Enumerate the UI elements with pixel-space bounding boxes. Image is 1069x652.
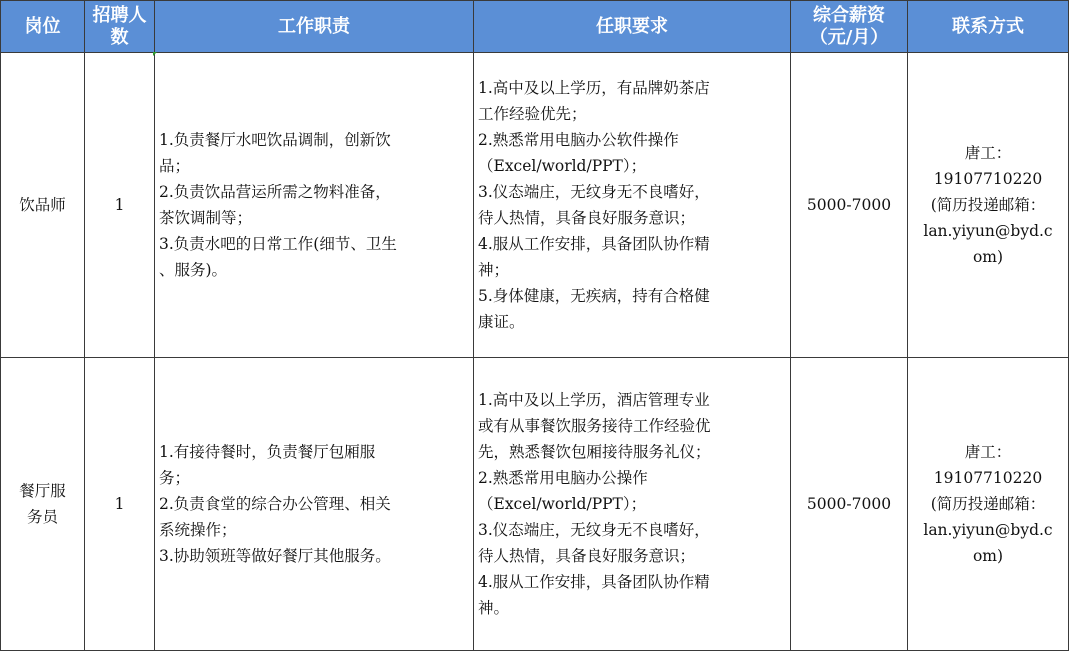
requirement-line: 神。: [478, 599, 510, 617]
contact-cell: [908, 358, 1069, 651]
header-salary-line2: （元/月）: [809, 26, 889, 48]
requirement-line: （Excel/world/PPT）；: [478, 157, 647, 175]
duty-line: 3.负责水吧的日常工作(细节、卫生: [159, 235, 397, 253]
cell-comment-marker-icon: [153, 52, 157, 56]
requirement-line: 康证。: [478, 313, 525, 331]
header-salary-line1: 综合薪资: [813, 4, 885, 26]
contact-email[interactable]: lan.yiyun@byd.c: [923, 521, 1053, 539]
position-name-line1: 餐厅服: [19, 482, 66, 500]
duty-line: 3.协助领班等做好餐厅其他服务。: [159, 547, 391, 565]
requirement-line: 2.熟悉常用电脑办公软件操作: [478, 131, 679, 149]
contact-email[interactable]: lan.yiyun@byd.c: [923, 222, 1053, 240]
header-headcount-line2: 数: [110, 26, 129, 48]
headcount-cell: 1: [85, 358, 155, 651]
duty-line: 1.有接待餐时，负责餐厅包厢服: [159, 443, 376, 461]
requirement-line: 1.高中及以上学历，有品牌奶茶店: [478, 79, 710, 97]
requirement-line: 先，熟悉餐饮包厢接待服务礼仪；: [478, 443, 711, 461]
duties-cell: [155, 53, 474, 358]
duty-line: 2.负责饮品营运所需之物料准备，: [159, 183, 391, 201]
duty-line: 、服务)。: [159, 261, 228, 279]
header-row: [1, 1, 1069, 53]
requirement-line: 3.仪态端庄，无纹身无不良嗜好，: [478, 521, 710, 539]
headcount-cell: 1: [85, 53, 155, 358]
contact-email-label: (简历投递邮箱：: [930, 495, 1046, 513]
contact-email-end: om): [972, 547, 1004, 565]
salary-cell: 5000-7000: [791, 358, 908, 651]
duty-line: 务；: [159, 469, 191, 487]
position-name: 饮品师: [19, 196, 66, 214]
header-duties: 工作职责: [155, 1, 474, 53]
requirement-line: 1.高中及以上学历，酒店管理专业: [478, 391, 710, 409]
table-row: [1, 53, 1069, 358]
header-headcount: [85, 1, 155, 53]
requirement-line: 5.身体健康，无疾病，持有合格健: [478, 287, 710, 305]
requirement-line: 2.熟悉常用电脑办公操作: [478, 469, 648, 487]
duty-line: 茶饮调制等；: [159, 209, 253, 227]
position-cell: [1, 358, 85, 651]
contact-email-label: (简历投递邮箱：: [930, 196, 1046, 214]
requirement-line: 神；: [478, 261, 510, 279]
requirements-cell: [474, 358, 791, 651]
requirement-line: 4.服从工作安排，具备团队协作精: [478, 573, 710, 591]
table-row: [1, 358, 1069, 651]
contact-phone[interactable]: 19107710220: [933, 469, 1043, 487]
duty-line: 品；: [159, 157, 191, 175]
duties-cell: [155, 358, 474, 651]
contact-email-end: om): [972, 248, 1004, 266]
requirements-cell: [474, 53, 791, 358]
header-contact: 联系方式: [908, 1, 1069, 53]
duty-line: 系统操作；: [159, 521, 237, 539]
requirement-line: 3.仪态端庄，无纹身无不良嗜好，: [478, 183, 710, 201]
salary-cell: 5000-7000: [791, 53, 908, 358]
contact-phone[interactable]: 19107710220: [933, 170, 1043, 188]
contact-name: 唐工：: [964, 443, 1012, 461]
header-requirements: 任职要求: [474, 1, 791, 53]
duty-line: 2.负责食堂的综合办公管理、相关: [159, 495, 391, 513]
requirement-line: 或有从事餐饮服务接待工作经验优: [478, 417, 711, 435]
requirement-line: 待人热情，具备良好服务意识；: [478, 547, 696, 565]
requirement-line: 工作经验优先；: [478, 105, 587, 123]
requirement-line: 待人热情，具备良好服务意识；: [478, 209, 696, 227]
position-name-line2: 务员: [26, 508, 58, 526]
header-position: 岗位: [1, 1, 85, 53]
contact-cell: [908, 53, 1069, 358]
requirement-line: （Excel/world/PPT）；: [478, 495, 647, 513]
position-cell: [1, 53, 85, 358]
header-headcount-line1: 招聘人: [92, 4, 147, 26]
duty-line: 1.负责餐厅水吧饮品调制，创新饮: [159, 131, 391, 149]
requirement-line: 4.服从工作安排，具备团队协作精: [478, 235, 710, 253]
header-salary: [791, 1, 908, 53]
contact-name: 唐工：: [964, 144, 1012, 162]
